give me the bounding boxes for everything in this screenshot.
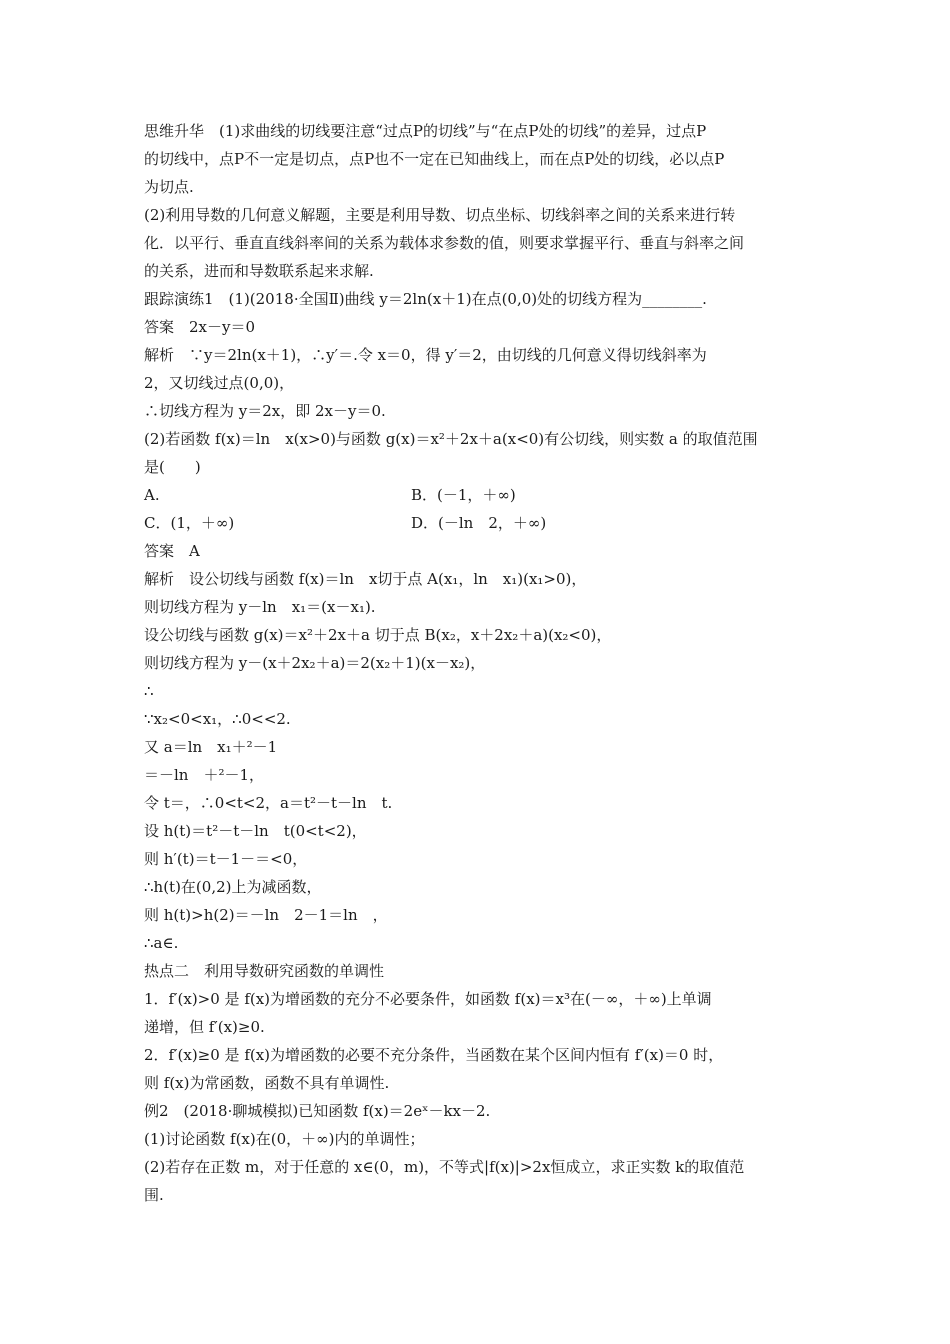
- text-line: 2，又切线过点(0,0)，: [144, 374, 295, 392]
- text-line: 的关系，进而和导数联系起来求解.: [144, 262, 374, 280]
- text-line: 则 f(x)为常函数，函数不具有单调性.: [144, 1074, 390, 1092]
- text-line: 则切线方程为 y－(x＋2x₂＋a)＝2(x₂＋1)(x－x₂)，: [144, 654, 486, 672]
- text-line: 解析 ∵y＝2ln(x＋1)，∴y′＝.令 x＝0，得 y′＝2，由切线的几何意义得切线斜率为: [144, 346, 707, 364]
- option-c: C．(1，＋∞): [144, 514, 235, 532]
- text-line: (1)讨论函数 f(x)在(0，＋∞)内的单调性；: [144, 1130, 425, 1148]
- text-line: 跟踪演练1 (1)(2018·全国Ⅱ)曲线 y＝2ln(x＋1)在点(0,0)处的切线方程为________.: [144, 290, 707, 308]
- answer-line: 答案 2x－y＝0: [144, 318, 256, 336]
- option-a: A.: [144, 486, 160, 504]
- text-line: ∴切线方程为 y＝2x，即 2x－y＝0.: [144, 402, 386, 420]
- text-line: 思维升华 (1)求曲线的切线要注意“过点P的切线”与“在点P处的切线”的差异，过点P: [144, 122, 707, 140]
- text-line: ＝－ln ＋²－1，: [144, 766, 265, 784]
- text-line: 又 a＝ln x₁＋²－1: [144, 738, 278, 756]
- text-line: 递增，但 f′(x)≥0.: [144, 1018, 265, 1036]
- text-line: 则 h(t)>h(2)＝－ln 2－1＝ln ，: [144, 906, 388, 924]
- text-line: ∵x₂<0<x₁，∴0<<2.: [144, 710, 291, 728]
- answer-line: 答案 A: [144, 542, 200, 560]
- text-line: 设 h(t)＝t²－t－ln t(0<t<2)，: [144, 822, 367, 840]
- text-line: ∴h(t)在(0,2)上为减函数，: [144, 878, 322, 896]
- text-line: 围.: [144, 1186, 164, 1204]
- text-line: 1．f′(x)>0 是 f(x)为增函数的充分不必要条件，如函数 f(x)＝x³在(－∞，＋∞)上单调: [144, 990, 712, 1008]
- text-line: (2)利用导数的几何意义解题，主要是利用导数、切点坐标、切线斜率之间的关系来进行转: [144, 206, 736, 224]
- text-line: (2)若函数 f(x)＝ln x(x>0)与函数 g(x)＝x²＋2x＋a(x<0)有公切线，则实数 a 的取值范围: [144, 430, 758, 448]
- section-heading: 热点二 利用导数研究函数的单调性: [144, 962, 385, 980]
- text-line: (2)若存在正数 m，对于任意的 x∈(0，m)，不等式|f(x)|>2x恒成立，求正实数 k的取值范: [144, 1158, 745, 1176]
- text-line: 则切线方程为 y－ln x₁＝(x－x₁).: [144, 598, 376, 616]
- text-line: 令 t＝，∴0<t<2，a＝t²－t－ln t.: [144, 794, 393, 812]
- text-line: 解析 设公切线与函数 f(x)＝ln x切于点 A(x₁，ln x₁)(x₁>0)，: [144, 570, 587, 588]
- text-line: 则 h′(t)＝t－1－＝<0，: [144, 850, 308, 868]
- example-heading: 例2 (2018·聊城模拟)已知函数 f(x)＝2eˣ－kx－2.: [144, 1102, 491, 1120]
- text-line: 设公切线与函数 g(x)＝x²＋2x＋a 切于点 B(x₂，x＋2x₂＋a)(x₂<0)，: [144, 626, 612, 644]
- text-line: 是( ): [144, 458, 201, 476]
- text-line: ∴a∈.: [144, 934, 179, 952]
- option-b: B．(－1，＋∞): [411, 486, 516, 504]
- text-line: 化．以平行、垂直直线斜率间的关系为载体求参数的值，则要求掌握平行、垂直与斜率之间: [144, 234, 745, 252]
- text-line: ∴: [144, 682, 154, 700]
- text-line: 的切线中，点P不一定是切点，点P也不一定在已知曲线上，而在点P处的切线，必以点P: [144, 150, 725, 168]
- text-line: 为切点.: [144, 178, 194, 196]
- option-d: D．(－ln 2，＋∞): [411, 514, 547, 532]
- text-line: 2．f′(x)≥0 是 f(x)为增函数的必要不充分条件，当函数在某个区间内恒有 f′(x)＝0 时，: [144, 1046, 724, 1064]
